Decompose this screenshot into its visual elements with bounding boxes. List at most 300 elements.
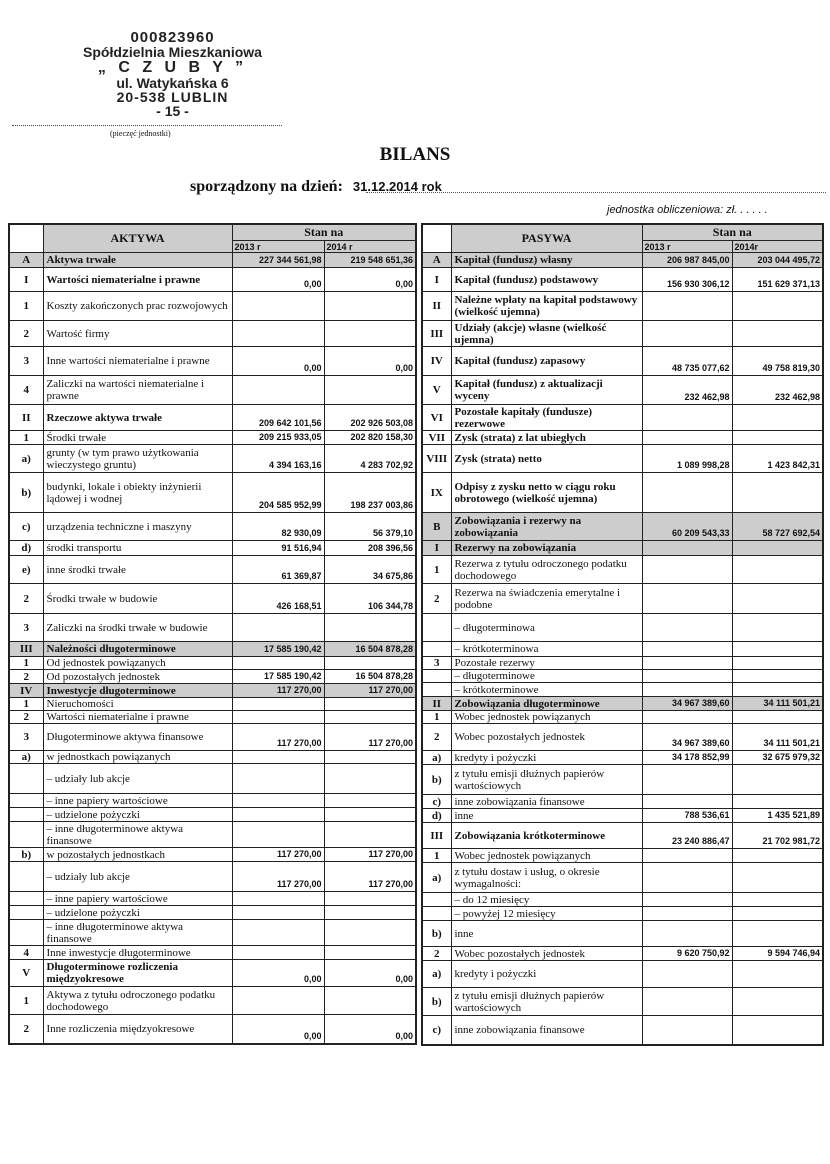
liabilities-row <box>422 863 823 893</box>
assets-value-2014: 106 344,78 <box>324 584 416 614</box>
unit-of-measure: jednostka obliczeniowa: zł. . . . . . <box>607 204 768 216</box>
liabilities-row-label: Zysk (strata) z lat ubiegłych <box>451 431 642 445</box>
assets-row <box>9 848 416 862</box>
assets-row-code: a) <box>9 445 43 473</box>
assets-value-2014 <box>324 614 416 642</box>
assets-value-2014: 117 270,00 <box>324 724 416 751</box>
liabilities-row-label: inne <box>451 809 642 823</box>
liabilities-value-2013: 34 967 389,60 <box>642 724 732 751</box>
liabilities-row <box>422 961 823 988</box>
assets-value-2014 <box>324 822 416 848</box>
assets-row-code: 2 <box>9 1015 43 1044</box>
liabilities-value-2014: 34 111 501,21 <box>732 724 823 751</box>
assets-value-2013: 209 215 933,05 <box>232 431 324 445</box>
assets-row-label: Aktywa z tytułu odroczonego podatku dochodowego <box>43 987 232 1015</box>
assets-row <box>9 642 416 657</box>
liabilities-table <box>421 223 824 1046</box>
assets-row <box>9 513 416 541</box>
assets-row-label: Od pozostałych jednostek <box>43 670 232 684</box>
assets-value-2014 <box>324 920 416 946</box>
assets-row-label: w pozostałych jednostkach <box>43 848 232 862</box>
assets-value-2013: 4 394 163,16 <box>232 445 324 473</box>
liabilities-value-2014: 49 758 819,30 <box>732 347 823 376</box>
assets-value-2014: 198 237 003,86 <box>324 473 416 513</box>
assets-row-code <box>9 808 43 822</box>
liabilities-value-2014 <box>732 657 823 670</box>
stamp-number: - 15 - <box>156 103 189 120</box>
assets-row <box>9 321 416 347</box>
liabilities-value-2013 <box>642 961 732 988</box>
liabilities-header: PASYWA <box>451 224 642 253</box>
assets-row-label: Wartości niematerialne i prawne <box>43 711 232 724</box>
date-dotted-line <box>366 192 826 193</box>
liabilities-value-2013 <box>642 795 732 809</box>
balance-date-line <box>190 178 442 196</box>
liabilities-value-2013 <box>642 556 732 584</box>
liabilities-row <box>422 988 823 1016</box>
liabilities-value-2013 <box>642 711 732 724</box>
assets-row <box>9 906 416 920</box>
liabilities-row <box>422 584 823 614</box>
assets-row-label: – udziały lub akcje <box>43 764 232 794</box>
assets-row <box>9 376 416 405</box>
liabilities-value-2013: 23 240 886,47 <box>642 823 732 849</box>
liabilities-row-code <box>422 907 451 921</box>
assets-value-2014: 117 270,00 <box>324 862 416 892</box>
liabilities-row-code: IX <box>422 473 451 513</box>
liabilities-row <box>422 405 823 431</box>
liabilities-row <box>422 473 823 513</box>
assets-row <box>9 556 416 584</box>
liabilities-row <box>422 321 823 347</box>
liabilities-row-label: Wobec pozostałych jednostek <box>451 724 642 751</box>
assets-row-label: Wartości niematerialne i prawne <box>43 268 232 292</box>
liabilities-value-2013 <box>642 614 732 642</box>
liabilities-value-2013 <box>642 683 732 697</box>
assets-row <box>9 1015 416 1044</box>
liabilities-row-label: – krótkoterminowa <box>451 642 642 657</box>
liabilities-row <box>422 724 823 751</box>
assets-row-label: inne środki trwałe <box>43 556 232 584</box>
liabilities-row-label: Rezerwa z tytułu odroczonego podatku dochodowego <box>451 556 642 584</box>
assets-value-2013 <box>232 321 324 347</box>
liabilities-row-code: c) <box>422 1016 451 1045</box>
liabilities-row <box>422 1016 823 1045</box>
liabilities-row <box>422 711 823 724</box>
liabilities-value-2013 <box>642 405 732 431</box>
assets-row <box>9 473 416 513</box>
liabilities-row-code <box>422 642 451 657</box>
assets-row-label: środki transportu <box>43 541 232 556</box>
liabilities-row-label: kredyty i pożyczki <box>451 961 642 988</box>
liabilities-value-2014: 232 462,98 <box>732 376 823 405</box>
assets-row <box>9 614 416 642</box>
assets-row-code: 1 <box>9 698 43 711</box>
liabilities-row-label: Pozostałe rezerwy <box>451 657 642 670</box>
assets-row-code <box>9 920 43 946</box>
liabilities-value-2013 <box>642 988 732 1016</box>
liabilities-row <box>422 921 823 947</box>
assets-value-2014 <box>324 292 416 321</box>
liabilities-row-code: VI <box>422 405 451 431</box>
liabilities-row-label: Zobowiązania krótkoterminowe <box>451 823 642 849</box>
assets-row <box>9 822 416 848</box>
liabilities-row <box>422 849 823 863</box>
liabilities-row-code: IV <box>422 347 451 376</box>
assets-value-2014: 202 926 503,08 <box>324 405 416 431</box>
liabilities-row <box>422 445 823 473</box>
liabilities-value-2013: 34 967 389,60 <box>642 697 732 711</box>
liabilities-value-2013 <box>642 765 732 795</box>
liabilities-col-2014: 2014r <box>732 241 823 253</box>
assets-row <box>9 431 416 445</box>
liabilities-row-code: VII <box>422 431 451 445</box>
assets-row-code: d) <box>9 541 43 556</box>
assets-row-label: Od jednostek powiązanych <box>43 657 232 670</box>
liabilities-row-label: – długoterminowa <box>451 614 642 642</box>
balance-date: 31.12.2014 rok <box>352 179 442 194</box>
assets-row-label: – inne papiery wartościowe <box>43 794 232 808</box>
liabilities-row-code: 2 <box>422 947 451 961</box>
assets-value-2013 <box>232 794 324 808</box>
assets-row <box>9 862 416 892</box>
assets-row-code: A <box>9 253 43 268</box>
assets-value-2013: 17 585 190,42 <box>232 670 324 684</box>
liabilities-value-2013 <box>642 292 732 321</box>
assets-row <box>9 808 416 822</box>
liabilities-row <box>422 751 823 765</box>
liabilities-row-label: – powyżej 12 miesięcy <box>451 907 642 921</box>
assets-col-2014: 2014 r <box>324 241 416 253</box>
assets-value-2014: 208 396,56 <box>324 541 416 556</box>
liabilities-row-label: inne <box>451 921 642 947</box>
liabilities-row-code: b) <box>422 921 451 947</box>
liabilities-row <box>422 657 823 670</box>
liabilities-value-2013 <box>642 893 732 907</box>
assets-row-label: Inne inwestycje długoterminowe <box>43 946 232 960</box>
assets-value-2013: 227 344 561,98 <box>232 253 324 268</box>
liabilities-row-code: a) <box>422 751 451 765</box>
liabilities-col-2013: 2013 r <box>642 241 732 253</box>
assets-row-code <box>9 892 43 906</box>
assets-row-label: Inne wartości niematerialne i prawne <box>43 347 232 376</box>
assets-row-code: II <box>9 405 43 431</box>
liabilities-row-label: Rezerwy na zobowiązania <box>451 541 642 556</box>
assets-value-2013: 0,00 <box>232 268 324 292</box>
stamp-name: Spółdzielnia Mieszkaniowa <box>83 44 262 61</box>
assets-row-code: 1 <box>9 292 43 321</box>
assets-value-2014 <box>324 321 416 347</box>
assets-value-2013: 61 369,87 <box>232 556 324 584</box>
assets-value-2013 <box>232 292 324 321</box>
assets-row <box>9 946 416 960</box>
assets-row-code: 4 <box>9 946 43 960</box>
liabilities-row <box>422 670 823 683</box>
assets-row <box>9 764 416 794</box>
liabilities-value-2014: 1 423 842,31 <box>732 445 823 473</box>
liabilities-value-2013: 788 536,61 <box>642 809 732 823</box>
liabilities-row-code: a) <box>422 863 451 893</box>
liabilities-value-2014 <box>732 893 823 907</box>
liabilities-row <box>422 893 823 907</box>
liabilities-value-2013: 60 209 543,33 <box>642 513 732 541</box>
liabilities-value-2014 <box>732 642 823 657</box>
liabilities-value-2014 <box>732 431 823 445</box>
liabilities-row-label: Pozostałe kapitały (fundusze) rezerwowe <box>451 405 642 431</box>
assets-row-label: urządzenia techniczne i maszyny <box>43 513 232 541</box>
assets-col-2013: 2013 r <box>232 241 324 253</box>
assets-value-2014: 117 270,00 <box>324 684 416 698</box>
liabilities-row-code: A <box>422 253 451 268</box>
assets-row-label: Nieruchomości <box>43 698 232 711</box>
liabilities-corner <box>422 224 451 253</box>
liabilities-row <box>422 556 823 584</box>
assets-row-label: Aktywa trwałe <box>43 253 232 268</box>
liabilities-row-code: II <box>422 292 451 321</box>
liabilities-value-2014 <box>732 863 823 893</box>
stamp-street: ul. Watykańska 6 <box>116 74 229 91</box>
liabilities-row-label: z tytułu emisji dłużnych papierów wartościowych <box>451 988 642 1016</box>
assets-row-label: – udzielone pożyczki <box>43 906 232 920</box>
assets-value-2014 <box>324 946 416 960</box>
liabilities-row <box>422 809 823 823</box>
assets-row <box>9 724 416 751</box>
liabilities-row-label: Zysk (strata) netto <box>451 445 642 473</box>
assets-row-code: 3 <box>9 347 43 376</box>
assets-row-code: c) <box>9 513 43 541</box>
liabilities-row-code: II <box>422 697 451 711</box>
liabilities-row-code: 1 <box>422 849 451 863</box>
assets-value-2013: 91 516,94 <box>232 541 324 556</box>
liabilities-value-2013 <box>642 863 732 893</box>
assets-row-code: 1 <box>9 431 43 445</box>
liabilities-row-code: c) <box>422 795 451 809</box>
assets-row <box>9 794 416 808</box>
assets-value-2014: 56 379,10 <box>324 513 416 541</box>
assets-row-code: b) <box>9 848 43 862</box>
assets-value-2014: 202 820 158,30 <box>324 431 416 445</box>
liabilities-row-label: Wobec pozostałych jednostek <box>451 947 642 961</box>
liabilities-row <box>422 614 823 642</box>
assets-row <box>9 987 416 1015</box>
assets-value-2013: 117 270,00 <box>232 724 324 751</box>
liabilities-row-label: Kapitał (fundusz) z aktualizacji wyceny <box>451 376 642 405</box>
liabilities-value-2013: 156 930 306,12 <box>642 268 732 292</box>
assets-row-code: 4 <box>9 376 43 405</box>
assets-value-2013 <box>232 751 324 764</box>
assets-header: AKTYWA <box>43 224 232 253</box>
assets-value-2014 <box>324 794 416 808</box>
stamp-name-czuby: „ C Z U B Y ” <box>97 58 248 76</box>
liabilities-row-label: inne zobowiązania finansowe <box>451 795 642 809</box>
assets-row <box>9 347 416 376</box>
liabilities-row-label: Kapitał (fundusz) zapasowy <box>451 347 642 376</box>
assets-row <box>9 584 416 614</box>
liabilities-value-2014: 203 044 495,72 <box>732 253 823 268</box>
assets-stan-na: Stan na <box>232 224 416 241</box>
liabilities-row-label: Rezerwa na świadczenia emerytalne i podobne <box>451 584 642 614</box>
assets-row <box>9 268 416 292</box>
liabilities-row-code: d) <box>422 809 451 823</box>
liabilities-row <box>422 347 823 376</box>
liabilities-value-2014: 9 594 746,94 <box>732 947 823 961</box>
assets-value-2014 <box>324 987 416 1015</box>
liabilities-value-2013: 232 462,98 <box>642 376 732 405</box>
assets-value-2013 <box>232 892 324 906</box>
assets-value-2013: 0,00 <box>232 1015 324 1044</box>
liabilities-value-2013 <box>642 907 732 921</box>
assets-value-2014: 34 675,86 <box>324 556 416 584</box>
liabilities-row <box>422 253 823 268</box>
assets-row-code: 2 <box>9 670 43 684</box>
assets-value-2013: 204 585 952,99 <box>232 473 324 513</box>
assets-row-label: Zaliczki na środki trwałe w budowie <box>43 614 232 642</box>
assets-value-2013 <box>232 657 324 670</box>
assets-row-label: – udziały lub akcje <box>43 862 232 892</box>
assets-value-2013 <box>232 906 324 920</box>
assets-row-code: IV <box>9 684 43 698</box>
liabilities-row-code: 2 <box>422 584 451 614</box>
assets-value-2013 <box>232 987 324 1015</box>
liabilities-value-2014 <box>732 849 823 863</box>
assets-row-code <box>9 862 43 892</box>
assets-row <box>9 541 416 556</box>
liabilities-value-2013 <box>642 584 732 614</box>
liabilities-value-2013 <box>642 921 732 947</box>
liabilities-value-2014 <box>732 988 823 1016</box>
assets-row-label: Długoterminowe aktywa finansowe <box>43 724 232 751</box>
assets-value-2013: 17 585 190,42 <box>232 642 324 657</box>
liabilities-row <box>422 292 823 321</box>
liabilities-row-label: Wobec jednostek powiązanych <box>451 711 642 724</box>
assets-value-2013: 117 270,00 <box>232 862 324 892</box>
liabilities-value-2014 <box>732 961 823 988</box>
liabilities-value-2014: 32 675 979,32 <box>732 751 823 765</box>
liabilities-value-2014 <box>732 921 823 947</box>
assets-row-code: 3 <box>9 614 43 642</box>
assets-row <box>9 670 416 684</box>
assets-value-2014: 4 283 702,92 <box>324 445 416 473</box>
liabilities-value-2014 <box>732 292 823 321</box>
liabilities-value-2014 <box>732 584 823 614</box>
assets-row <box>9 892 416 906</box>
liabilities-value-2014 <box>732 1016 823 1045</box>
assets-row-code: III <box>9 642 43 657</box>
liabilities-value-2014: 34 111 501,21 <box>732 697 823 711</box>
liabilities-row-label: inne zobowiązania finansowe <box>451 1016 642 1045</box>
assets-row <box>9 684 416 698</box>
liabilities-value-2014 <box>732 670 823 683</box>
liabilities-value-2014 <box>732 683 823 697</box>
liabilities-row <box>422 947 823 961</box>
assets-row-code: 1 <box>9 657 43 670</box>
liabilities-row-code: B <box>422 513 451 541</box>
assets-row-label: Zaliczki na wartości niematerialne i prawne <box>43 376 232 405</box>
assets-row-label: Należności długoterminowe <box>43 642 232 657</box>
assets-row <box>9 960 416 987</box>
assets-value-2014: 0,00 <box>324 347 416 376</box>
liabilities-value-2013: 34 178 852,99 <box>642 751 732 765</box>
liabilities-row <box>422 765 823 795</box>
liabilities-row <box>422 642 823 657</box>
liabilities-row-label: Kapitał (fundusz) własny <box>451 253 642 268</box>
liabilities-row <box>422 376 823 405</box>
assets-value-2013 <box>232 920 324 946</box>
assets-value-2013 <box>232 614 324 642</box>
liabilities-row <box>422 513 823 541</box>
liabilities-row-code: 2 <box>422 724 451 751</box>
assets-row-label: – inne długoterminowe aktywa finansowe <box>43 822 232 848</box>
assets-value-2014: 0,00 <box>324 268 416 292</box>
liabilities-value-2013 <box>642 849 732 863</box>
liabilities-value-2013 <box>642 321 732 347</box>
stamp-city: 20-538 LUBLIN <box>116 89 229 106</box>
assets-value-2013 <box>232 946 324 960</box>
liabilities-row-label: Należne wpłaty na kapitał podstawowy (wielkość ujemna) <box>451 292 642 321</box>
assets-value-2013: 82 930,09 <box>232 513 324 541</box>
liabilities-value-2013 <box>642 473 732 513</box>
assets-row-label: – inne długoterminowe aktywa finansowe <box>43 920 232 946</box>
liabilities-row <box>422 823 823 849</box>
liabilities-row <box>422 541 823 556</box>
stamp-dotted-line <box>12 125 282 126</box>
liabilities-row-code: 1 <box>422 556 451 584</box>
liabilities-value-2014 <box>732 614 823 642</box>
liabilities-value-2014 <box>732 765 823 795</box>
assets-value-2013 <box>232 698 324 711</box>
liabilities-row-code: III <box>422 321 451 347</box>
liabilities-row-label: – długoterminowe <box>451 670 642 683</box>
assets-value-2013: 209 642 101,56 <box>232 405 324 431</box>
subtitle-label: sporządzony na dzień: <box>190 178 343 195</box>
assets-row-code <box>9 794 43 808</box>
assets-row <box>9 920 416 946</box>
liabilities-row-label: kredyty i pożyczki <box>451 751 642 765</box>
page-title: BILANS <box>379 144 451 165</box>
assets-value-2014 <box>324 906 416 920</box>
liabilities-stan-na: Stan na <box>642 224 823 241</box>
assets-row-code: 1 <box>9 987 43 1015</box>
assets-value-2014 <box>324 764 416 794</box>
assets-row-label: Rzeczowe aktywa trwałe <box>43 405 232 431</box>
liabilities-row-code: b) <box>422 765 451 795</box>
liabilities-row-code: VIII <box>422 445 451 473</box>
assets-row-code: e) <box>9 556 43 584</box>
liabilities-row-code: V <box>422 376 451 405</box>
liabilities-row-code: I <box>422 541 451 556</box>
assets-value-2013 <box>232 764 324 794</box>
assets-row <box>9 698 416 711</box>
liabilities-row <box>422 795 823 809</box>
assets-value-2013 <box>232 376 324 405</box>
liabilities-row-code: 1 <box>422 711 451 724</box>
assets-row-label: Inne rozliczenia międzyokresowe <box>43 1015 232 1044</box>
assets-row-label: w jednostkach powiązanych <box>43 751 232 764</box>
liabilities-row-label: Kapitał (fundusz) podstawowy <box>451 268 642 292</box>
liabilities-row <box>422 907 823 921</box>
liabilities-row-label: Udziały (akcje) własne (wielkość ujemna) <box>451 321 642 347</box>
assets-row-code: b) <box>9 473 43 513</box>
liabilities-row-code: 3 <box>422 657 451 670</box>
assets-row-code <box>9 764 43 794</box>
liabilities-value-2014: 21 702 981,72 <box>732 823 823 849</box>
liabilities-row-label: – krótkoterminowe <box>451 683 642 697</box>
unit-stamp <box>70 30 275 119</box>
liabilities-row-label: Zobowiązania i rezerwy na zobowiązania <box>451 513 642 541</box>
assets-value-2014 <box>324 751 416 764</box>
liabilities-value-2014: 1 435 521,89 <box>732 809 823 823</box>
assets-row-label: budynki, lokale i obiekty inżynierii lądowej i wodnej <box>43 473 232 513</box>
